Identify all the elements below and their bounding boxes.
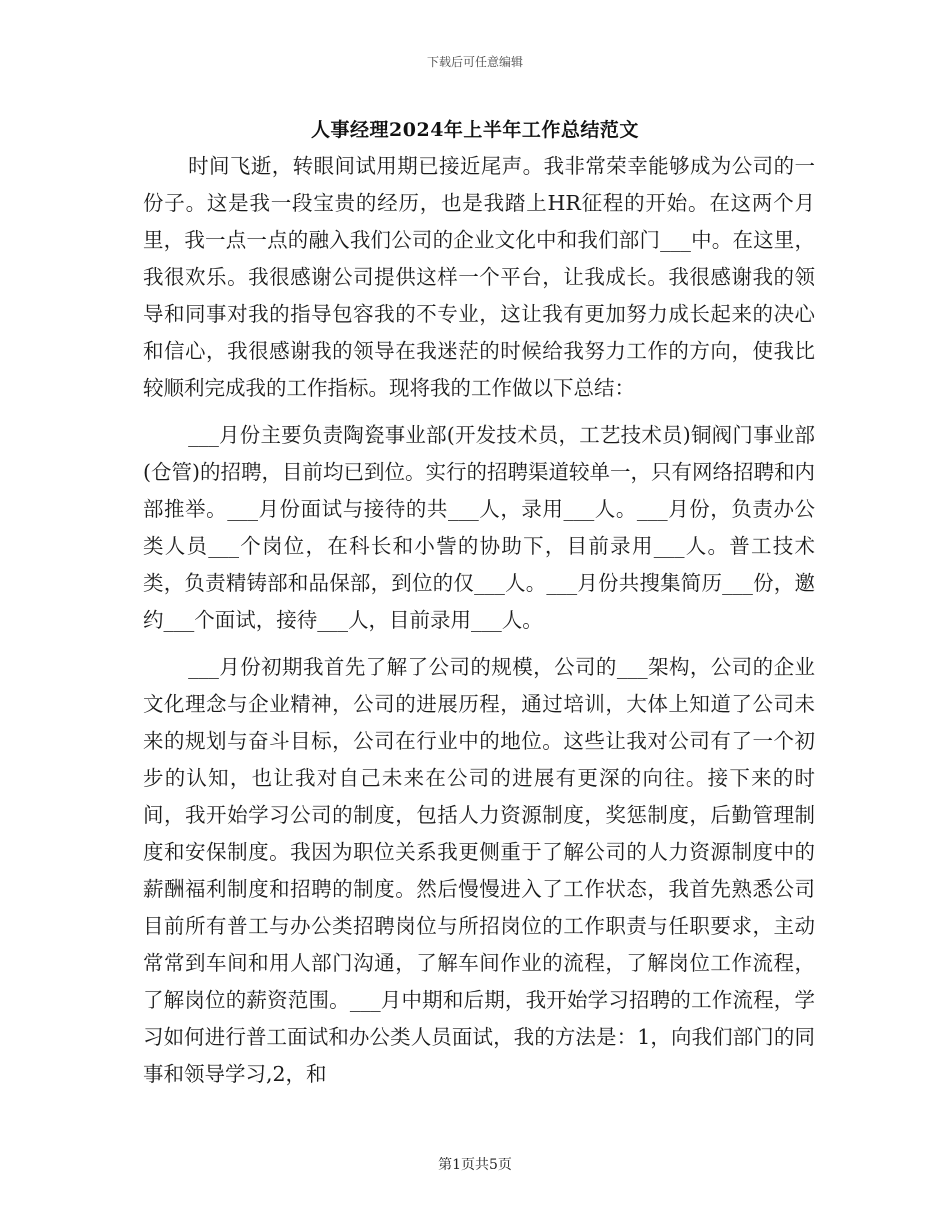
page-number: 第1页共5页	[438, 1157, 512, 1173]
page-header-note: 下载后可任意编辑	[426, 55, 523, 69]
paragraph-learning-process: ___月份初期我首先了解了公司的规模，公司的___架构，公司的企业文化理念与企业精神，公司的进展历程，通过培训，大体上知道了公司未来的规划与奋斗目标，公司在行业中的地位。这些让我对公司有了一个初步的认知，也让我对自己未来在公司的进展有更深的向往。接下来的时间，我开始学习公司的制度，包括人力资源制度，奖惩制度，后勤管理制度和安保制度。我因为职位关系我更侧重于了解公司的人力资源制度中的薪酬福利制度和招聘的制度。然后慢慢进入了工作状态，我首先熟悉公司目前所有普工与办公类招聘岗位与所招岗位的工作职责与任职要求，主动常常到车间和用人部门沟通，了解车间作业的流程，了解岗位工作流程，了解岗位的薪资范围。___月中期和后期，我开始学习招聘的工作流程，学习如何进行普工面试和办公类人员面试，我的方法是：1，向我们部门的同事和领导学习,2，和	[143, 655, 815, 1086]
document-body	[143, 148, 815, 1093]
paragraph-intro: 时间飞逝，转眼间试用期已接近尾声。我非常荣幸能够成为公司的一份子。这是我一段宝贵的经历，也是我踏上HR征程的开始。在这两个月里，我一点一点的融入我们公司的企业文化中和我们部门___中。在这里，我很欢乐。我很感谢公司提供这样一个平台，让我成长。我很感谢我的领导和同事对我的指导包容我的不专业，这让我有更加努力成长起来的决心和信心，我很感谢我的领导在我迷茫的时候给我努力工作的方向，使我比较顺利完成我的工作指标。现将我的工作做以下总结：	[143, 154, 815, 400]
paragraph-recruitment-summary: ___月份主要负责陶瓷事业部(开发技术员，工艺技术员)铜阀门事业部(仓管)的招聘，目前均已到位。实行的招聘渠道较单一，只有网络招聘和内部推举。___月份面试与接待的共___人，录用___人。___月份，负责办公类人员___个岗位，在科长和小訾的协助下，目前录用___人。普工技术类，负责精铸部和品保部，到位的仅___人。___月份共搜集简历___份，邀约___个面试，接待___人，目前录用___人。	[143, 423, 815, 632]
document-title: 人事经理2024年上半年工作总结范文	[311, 119, 639, 141]
